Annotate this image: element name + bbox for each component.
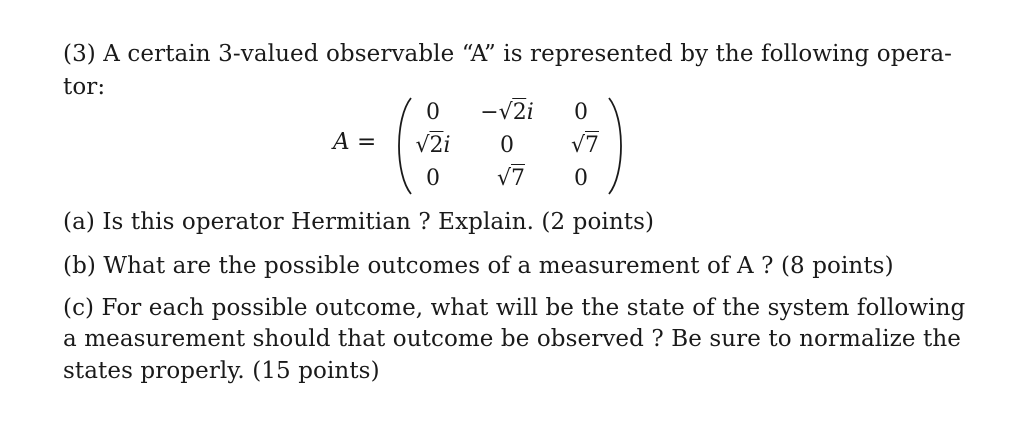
radicand: 2 [429,133,444,158]
matrix-right-paren [605,96,629,196]
operator-equation [333,92,653,202]
imaginary-unit: i [443,133,451,158]
question-part-c-line-2: a measurement should that outcome be observed ? Be sure to normalize the [63,326,961,352]
radicand: 7 [511,166,526,191]
sqrt-expression [571,133,599,159]
sqrt-expression [499,100,527,126]
imaginary-unit: i [526,100,534,125]
matrix-cell-r1c3: 0 [574,100,588,125]
matrix-cell-r1c1: 0 [426,100,440,125]
question-part-b: (b) What are the possible outcomes of a measurement of A ? (8 points) [63,253,894,279]
equals-sign: = [356,129,377,155]
radicand: 7 [585,133,600,158]
minus-sign: − [480,100,499,125]
problem-intro-line-1: (3) A certain 3-valued observable “A” is represented by the following opera- [63,41,953,67]
question-part-c-line-3: states properly. (15 points) [63,358,380,384]
equation-lhs [333,128,376,156]
matrix-cell-r3c2 [497,166,525,192]
matrix-cell-r2c3 [571,133,599,159]
question-part-a: (a) Is this operator Hermitian ? Explain. (2 points) [63,209,655,235]
matrix-cell-r2c2: 0 [500,133,514,158]
sqrt-expression [415,133,443,159]
operator-symbol: A [333,129,350,155]
question-part-c-line-1: (c) For each possible outcome, what will be the state of the system following [63,295,966,321]
sqrt-expression [497,166,525,192]
matrix-left-paren [391,96,415,196]
matrix-cell-r1c2 [480,100,534,126]
matrix-cell-r2c1 [415,133,450,159]
sqrt-sign: √ [570,133,586,158]
matrix-cell-r3c1: 0 [426,166,440,191]
sqrt-sign: √ [415,133,430,158]
radicand: 2 [512,100,527,125]
matrix-cell-r3c3: 0 [574,166,588,191]
sqrt-sign: √ [498,100,513,125]
problem-intro-line-2: tor: [63,74,106,100]
sqrt-sign: √ [496,166,512,191]
